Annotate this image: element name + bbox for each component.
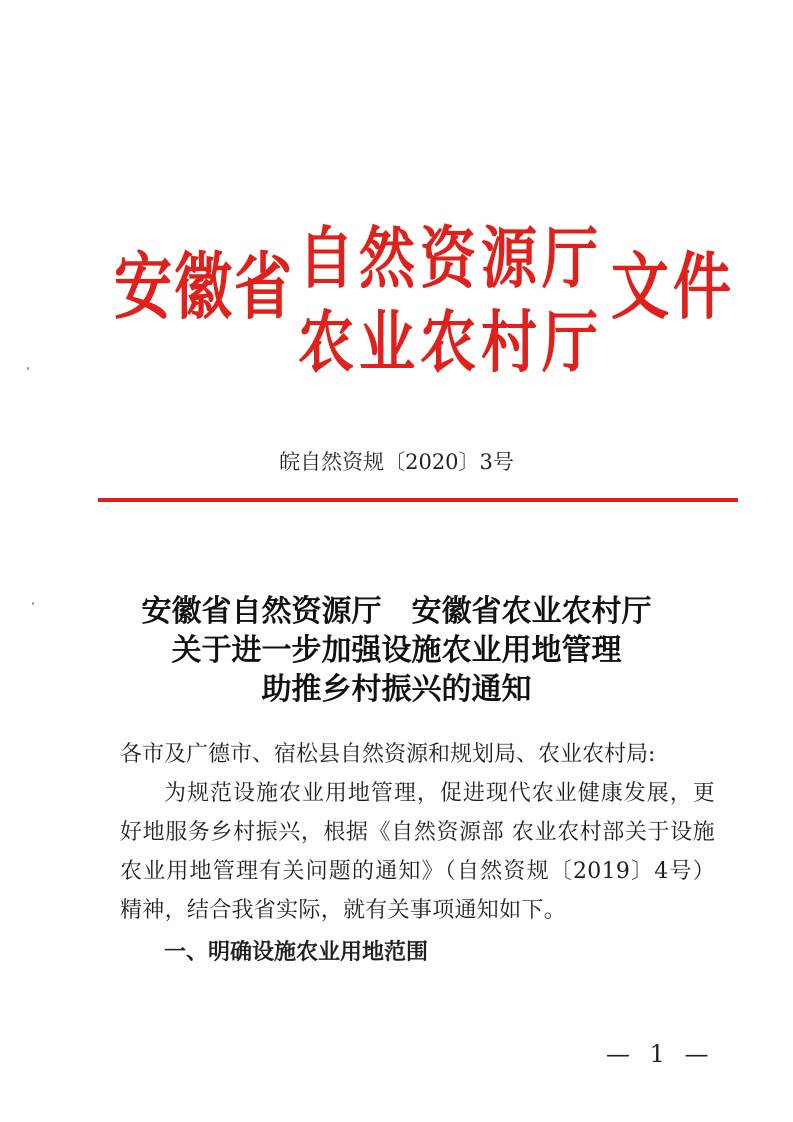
header-province: 安徽省	[114, 244, 295, 330]
page-number: — 1 —	[606, 1040, 715, 1068]
scan-speck	[32, 602, 34, 605]
header-dept-agriculture: 农业农村厅	[298, 303, 598, 383]
document-number: 皖自然资规〔2020〕3号	[279, 450, 514, 474]
section-heading: 一、明确设施农业用地范围	[164, 939, 429, 965]
scan-speck	[27, 367, 29, 370]
header-doc-type: 文件	[611, 244, 736, 330]
addressee: 各市及广德市、宿松县自然资源和规划局、农业农村局:	[120, 742, 656, 767]
red-separator-line	[98, 498, 738, 502]
title-line-1: 安徽省自然资源厅 安徽省农业农村厅	[141, 594, 652, 629]
title-line-2: 关于进一步加强设施农业用地管理	[171, 633, 622, 668]
title-line-3: 助推乡村振兴的通知	[261, 672, 532, 707]
header-dept-natural-resources: 自然资源厅	[298, 219, 598, 299]
body-paragraph: 为规范设施农业用地管理，促进现代农业健康发展，更好地服务乡村振兴，根据《自然资源部 农业农村部关于设施农业用地管理有关问题的通知》（自然资规〔2019〕4号）精神，结合我省实际，就有关事项通知如下。	[120, 781, 715, 923]
